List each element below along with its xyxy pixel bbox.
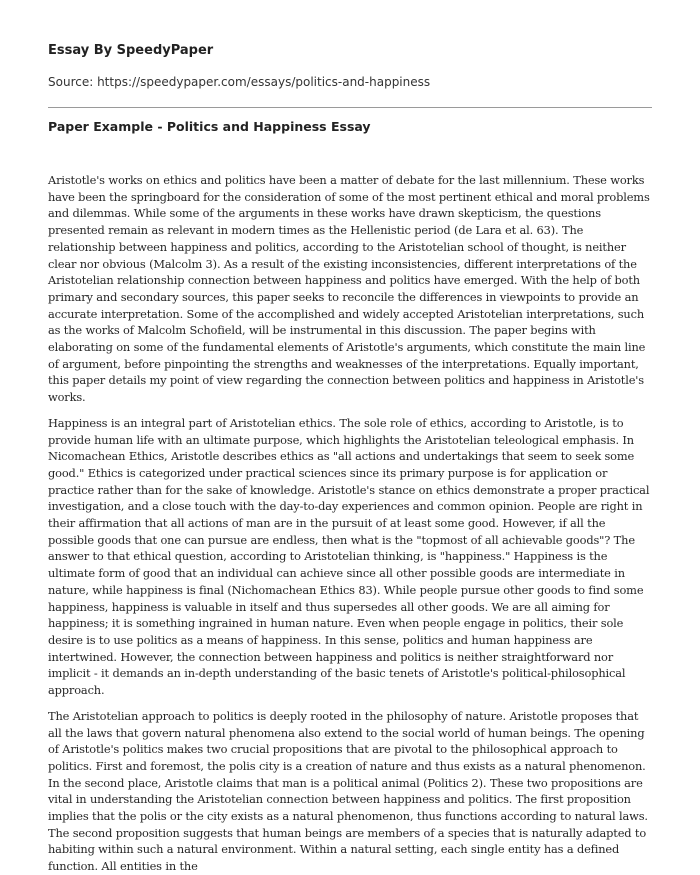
essay-attribution: Essay By SpeedyPaper <box>48 43 214 58</box>
paragraph: Aristotle's works on ethics and politics have been a matter of debate for the last millennium. These works have been the springboard for the consideration of some of the most pertinent ethical and moral problems and dilemmas. While some of the arguments in these works have drawn skepticism, the questions presented remain as relevant in modern times as the Hellenistic period (de Lara et al. 63). The relationship between happiness and politics, according to the Aristotelian school of thought, is neither clear nor obvious (Malcolm 3). As a result of the existing inconsistencies, different interpretations of the Aristotelian relationship connection between happiness and politics have emerged. With the help of both primary and secondary sources, this paper seeks to reconcile the differences in viewpoints to provide an accurate interpretation. Some of the accomplished and widely accepted Aristotelian interpretations, such as the works of Malcolm Schofield, will be instrumental in this discussion. The paper begins with elaborating on some of the fundamental elements of Aristotle's arguments, which constitute the main line of argument, before pinpointing the strengths and weaknesses of the interpretations. Equally important, this paper details my point of view regarding the connection between politics and happiness in Aristotle's works. <box>48 173 650 405</box>
essay-body <box>48 172 652 875</box>
paragraph: Happiness is an integral part of Aristotelian ethics. The sole role of ethics, according to Aristotle, is to provide human life with an ultimate purpose, which highlights the Aristotelian teleological emphasis. In Nicomachean Ethics, Aristotle describes ethics as "all actions and undertakings that seem to seek some good." Ethics is categorized under practical sciences since its primary purpose is for application or practice rather than for the sake of knowledge. Aristotle's stance on ethics demonstrate a proper practical investigation, and a close touch with the day-to-day experiences and common opinion. People are right in their affirmation that all actions of man are in the pursuit of at least some good. However, if all the possible goods that one can pursue are endless, then what is the "topmost of all achievable goods"? The answer to that ethical question, according to Aristotelian thinking, is "happiness." Happiness is the ultimate form of good that an individual can achieve since all other possible goods are intermediate in nature, while happiness is final (Nichomachean Ethics 83). While people pursue other goods to find some happiness, happiness is valuable in itself and thus supersedes all other goods. We are all aiming for happiness; it is something ingrained in human nature. Even when people engage in politics, their sole desire is to use politics as a means of happiness. In this sense, politics and human happiness are intertwined. However, the connection between happiness and politics is neither straightforward nor implicit - it demands an in-depth understanding of the basic tenets of Aristotle's political-philosophical approach. <box>48 415 650 698</box>
header-divider <box>48 107 652 108</box>
paper-title: Paper Example - Politics and Happiness Essay <box>48 119 371 134</box>
paragraph: The Aristotelian approach to politics is deeply rooted in the philosophy of nature. Aristotle proposes that all the laws that govern natural phenomena also extend to the social world of human beings. The opening of Aristotle's politics makes two crucial propositions that are pivotal to the philosophical approach to politics. First and foremost, the polis city is a creation of nature and thus exists as a natural phenomenon. In the second place, Aristotle claims that man is a political animal (Politics 2). These two propositions are vital in understanding the Aristotelian connection between happiness and politics. The first proposition implies that the polis or the city exists as a natural phenomenon, thus functions according to natural laws. The second proposition suggests that human beings are members of a species that is naturally adapted to habiting within such a natural environment. Within a natural setting, each single entity has a defined function. All entities in the <box>48 708 648 874</box>
source-line: Source: https://speedypaper.com/essays/politics-and-happiness <box>48 75 431 89</box>
